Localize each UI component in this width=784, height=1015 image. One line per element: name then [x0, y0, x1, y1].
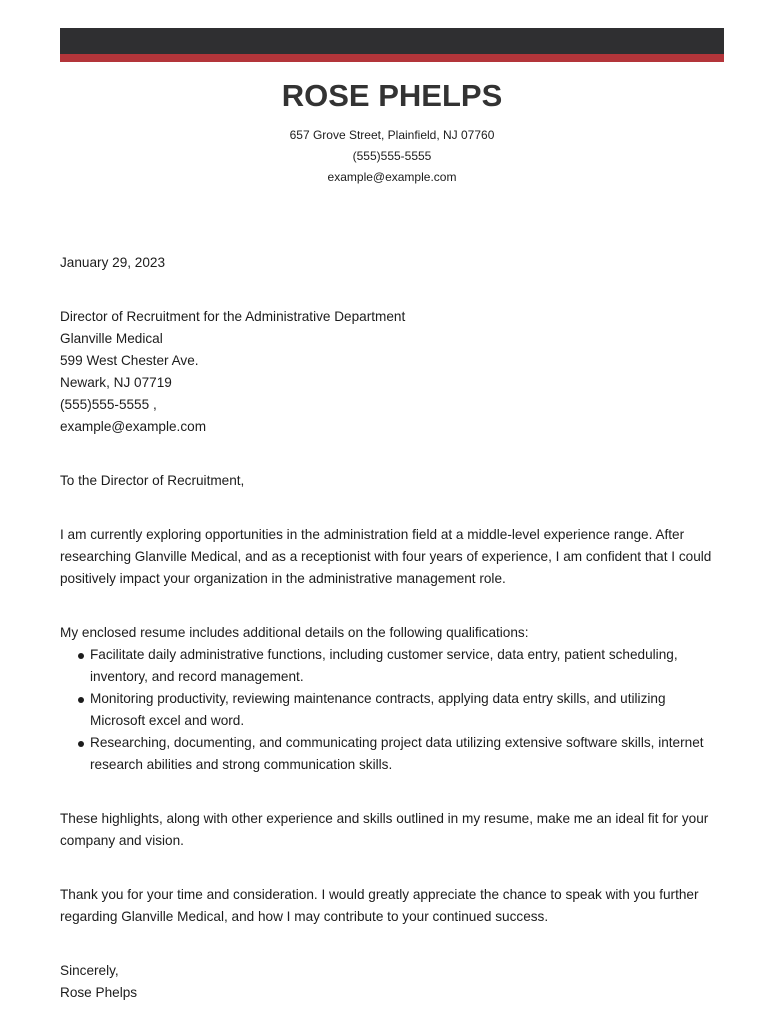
- letter-body: [60, 252, 724, 1004]
- list-item: Facilitate daily administrative functions, including customer service, data entry, patient scheduling, inventory, and record management.: [60, 644, 724, 688]
- list-item: Monitoring productivity, reviewing maintenance contracts, applying data entry skills, and utilizing Microsoft excel and word.: [60, 688, 724, 732]
- header-dark-bar: [60, 28, 724, 54]
- recipient-street: 599 West Chester Ave.: [60, 353, 199, 368]
- recipient-email: example@example.com: [60, 419, 207, 434]
- recipient-company: Glanville Medical: [60, 331, 163, 346]
- header-accent-bar: [60, 54, 724, 62]
- signature-name: Rose Phelps: [60, 985, 138, 1000]
- valediction: Sincerely,: [60, 963, 119, 978]
- bullet-icon: [78, 653, 84, 659]
- recipient-city: Newark, NJ 07719: [60, 375, 172, 390]
- applicant-email: example@example.com: [327, 170, 457, 184]
- closing-block: [60, 960, 724, 1004]
- paragraph-thanks: Thank you for your time and consideration. I would greatly appreciate the chance to speak with you further regarding Glanville Medical, and how I may contribute to your continued success.: [60, 887, 699, 924]
- bullet-icon: [78, 697, 84, 703]
- recipient-block: [60, 306, 724, 438]
- recipient-title: Director of Recruitment for the Administrative Department: [60, 309, 406, 324]
- paragraph-intro: I am currently exploring opportunities in the administration field at a middle-level experience range. After researching Glanville Medical, and as a receptionist with four years of experience, I am confident that I could positively impact your organization in the administrative management role.: [60, 527, 712, 586]
- paragraph-highlights: These highlights, along with other experience and skills outlined in my resume, make me an ideal fit for your company and vision.: [60, 811, 709, 848]
- list-item: Researching, documenting, and communicating project data utilizing extensive software skills, internet research abilities and strong communication skills.: [60, 732, 724, 776]
- qualifications-list: [60, 644, 724, 776]
- applicant-name: ROSE PHELPS: [281, 78, 503, 113]
- recipient-phone: (555)555-5555 ,: [60, 397, 157, 412]
- salutation: To the Director of Recruitment,: [60, 473, 245, 488]
- qualifications-intro: My enclosed resume includes additional details on the following qualifications:: [60, 625, 529, 640]
- applicant-address: 657 Grove Street, Plainfield, NJ 07760: [289, 128, 495, 142]
- letter-date: January 29, 2023: [60, 255, 166, 270]
- applicant-phone: (555)555-5555: [352, 149, 432, 163]
- bullet-icon: [78, 741, 84, 747]
- letter-header: [60, 76, 724, 188]
